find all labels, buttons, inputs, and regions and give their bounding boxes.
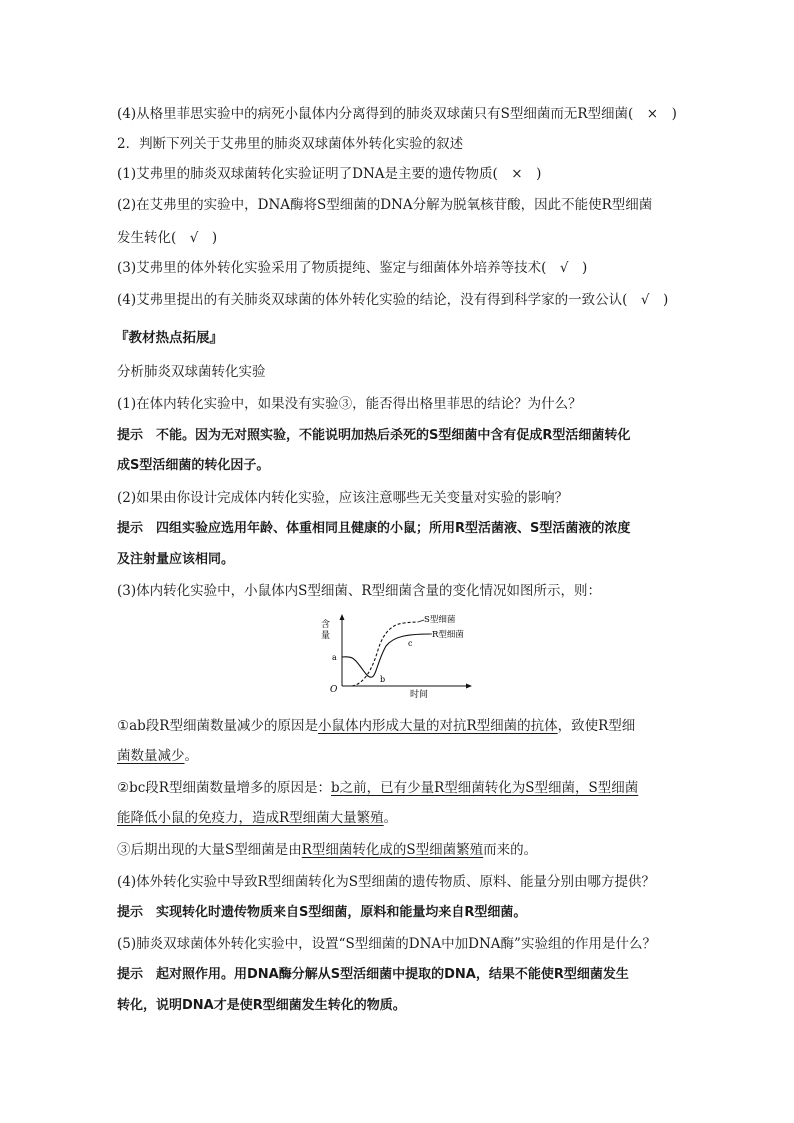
sub-answer-2	[117, 778, 638, 798]
question-3: (3)体内转化实验中，小鼠体内S型细菌、R型细菌含量的变化情况如图所示，则：	[117, 583, 602, 599]
legend-s-type: S型细菌	[424, 615, 456, 625]
sub-answer-2-cont	[117, 808, 397, 828]
sub-answer-2-blank-cont: 能降低小鼠的免疫力，造成R型细菌大量繁殖	[117, 810, 384, 826]
x-axis-arrow	[466, 684, 472, 689]
legend-r-type: R型细菌	[432, 630, 464, 640]
point-b-label: b	[380, 675, 386, 684]
y-label-1: 含	[321, 620, 331, 630]
question-2-item-2: (2)在艾弗里的实验中，DNA酶将S型细菌的DNA分解为脱氧核苷酸，因此不能使R型细菌	[117, 197, 653, 213]
hint-2-cont: 及注射量应该相同。	[117, 552, 235, 567]
question-2-item-4: (4)艾弗里提出的有关肺炎双球菌的体外转化实验的结论，没有得到科学家的一致公认( √ )	[117, 292, 669, 308]
question-2-item-3: (3)艾弗里的体外转化实验采用了物质提纯、鉴定与细菌体外培养等技术( √ )	[117, 260, 588, 276]
hint-1-cont: 成S型活细菌的转化因子。	[117, 458, 270, 473]
judge-item-4: (4)从格里菲思实验中的病死小鼠体内分离得到的肺炎双球菌只有S型细菌而无R型细菌( × )	[117, 106, 677, 122]
question-2: (2)如果由你设计完成体内转化实验，应该注意哪些无关变量对实验的影响？	[117, 490, 569, 506]
section-subtitle: 分析肺炎双球菌转化实验	[117, 364, 266, 380]
sub-answer-3-suffix: 而来的。	[483, 842, 538, 858]
x-label: 时间	[410, 690, 429, 698]
section-heading: 『教材热点拓展』	[115, 330, 223, 346]
sub-answer-1-blank: 小鼠体内形成大量的对抗R型细菌的抗体	[317, 718, 558, 734]
question-5: (5)肺炎双球菌体外转化实验中，设置“S型细菌的DNA中加DNA酶”实验组的作用是什么？	[117, 936, 656, 952]
hint-1: 提示 不能。因为无对照实验，不能说明加热后杀死的S型细菌中含有促成R型活细菌转化	[117, 428, 631, 443]
bacteria-content-graph	[318, 610, 480, 698]
question-1: (1)在体内转化实验中，如果没有实验③，能否得出格里菲思的结论？为什么？	[117, 396, 582, 412]
hint-2: 提示 四组实验应选用年龄、体重相同且健康的小鼠；所用R型活菌液、S型活菌液的浓度	[117, 521, 631, 536]
sub-answer-1-blank-cont: 菌数量减少	[117, 748, 185, 764]
sub-answer-1-end: 。	[184, 748, 198, 764]
sub-answer-2-blank: b之前，已有少量R型细菌转化为S型细菌，S型细菌	[330, 780, 639, 796]
point-a-label: a	[332, 653, 337, 662]
sub-answer-1-prefix: ①ab段R型细菌数量减少的原因是	[117, 718, 318, 734]
sub-answer-3-blank: R型细菌转化成的S型细菌繁殖	[301, 842, 484, 858]
sub-answer-3	[117, 840, 537, 860]
sub-answer-2-end: 。	[383, 810, 398, 826]
hint-5-cont: 转化，说明DNA才是使R型细菌发生转化的物质。	[117, 998, 406, 1013]
sub-answer-1	[117, 716, 635, 736]
question-2-item-1: (1)艾弗里的肺炎双球菌转化实验证明了DNA是主要的遗传物质( × )	[117, 166, 542, 182]
question-4: (4)体外转化实验中导致R型细菌转化为S型细菌的遗传物质、原料、能量分别由哪方提供？	[117, 874, 656, 890]
hint-5: 提示 起对照作用。用DNA酶分解从S型活细菌中提取的DNA，结果不能使R型细菌发生	[117, 967, 629, 982]
question-2-title: 2．判断下列关于艾弗里的肺炎双球菌体外转化实验的叙述	[117, 136, 464, 152]
sub-answer-2-prefix: ②bc段R型细菌数量增多的原因是：	[117, 780, 331, 796]
question-2-item-2-cont: 发生转化( √ )	[117, 230, 218, 246]
hint-4: 提示 实现转化时遗传物质来自S型细菌，原料和能量均来自R型细菌。	[117, 905, 527, 920]
origin-label: O	[330, 685, 338, 695]
y-label-2: 量	[321, 631, 331, 641]
sub-answer-3-prefix: ③后期出现的大量S型细菌是由	[117, 842, 302, 858]
sub-answer-1-cont	[117, 746, 198, 766]
y-axis-arrow	[340, 614, 345, 620]
point-c-label: c	[408, 639, 413, 648]
r-type-curve	[342, 634, 430, 677]
sub-answer-1-suffix: ，致使R型细	[557, 718, 636, 734]
